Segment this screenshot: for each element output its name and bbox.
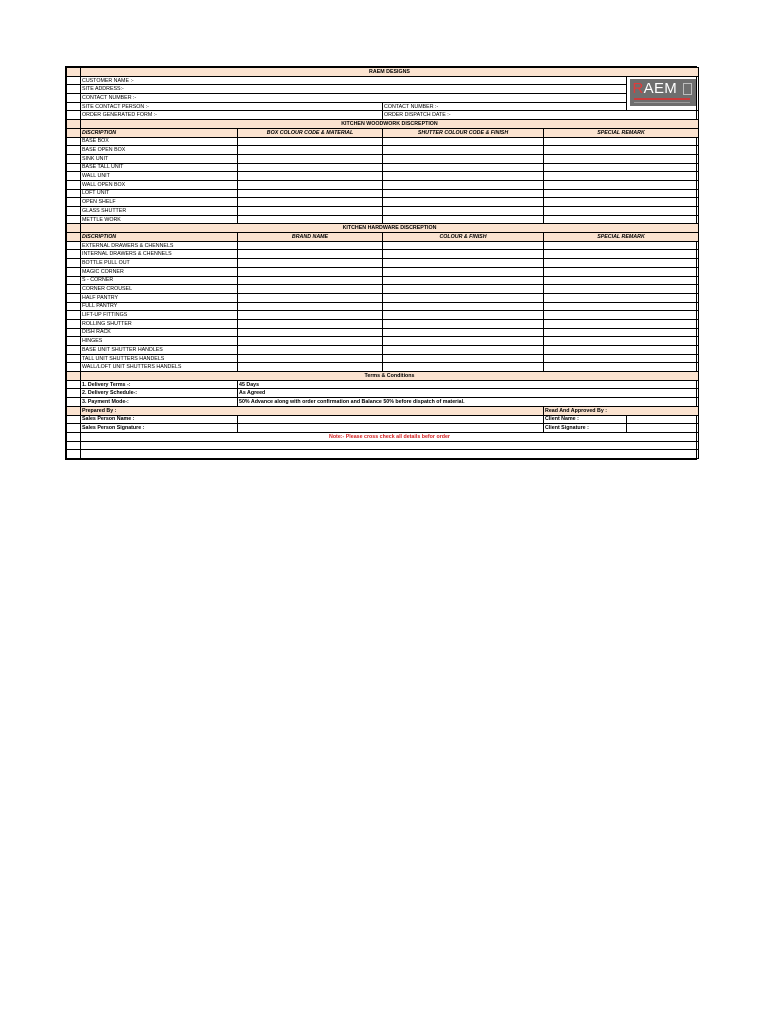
row-gutter xyxy=(67,346,81,355)
hardware-item-row xyxy=(67,276,699,285)
woodwork-item-label: SINK UNIT xyxy=(81,154,238,163)
woodwork-item-row xyxy=(67,215,699,224)
row-gutter xyxy=(67,180,81,189)
woodwork-item-row xyxy=(67,207,699,216)
woodwork-col3-field[interactable] xyxy=(383,198,544,207)
hardware-col2-field[interactable] xyxy=(238,302,383,311)
hardware-col2-field[interactable] xyxy=(238,311,383,320)
hardware-item-row xyxy=(67,259,699,268)
hardware-col3-field[interactable] xyxy=(383,276,544,285)
row-gutter xyxy=(67,198,81,207)
woodwork-col2-field[interactable] xyxy=(238,198,383,207)
hardware-col2-field[interactable] xyxy=(238,285,383,294)
woodwork-item-row xyxy=(67,172,699,181)
woodwork-item-label: BASE OPEN BOX xyxy=(81,146,238,155)
client-name-label: Client Name : xyxy=(544,415,627,424)
delivery-terms-value: 45 Days xyxy=(238,380,699,389)
hardware-col3-field[interactable] xyxy=(383,259,544,268)
form-title: RAEM DESIGNS xyxy=(81,68,699,77)
hardware-item-row xyxy=(67,285,699,294)
hardware-remark-field[interactable] xyxy=(544,328,699,337)
prepared-by-label: Prepared By : xyxy=(81,406,544,415)
row-gutter xyxy=(67,337,81,346)
title-row xyxy=(67,68,699,77)
row-gutter xyxy=(67,163,81,172)
woodwork-col2-field[interactable] xyxy=(238,163,383,172)
order-dispatch-date-label[interactable]: ORDER DISPATCH DATE :- xyxy=(383,111,699,120)
hardware-remark-field[interactable] xyxy=(544,293,699,302)
hardware-item-label: BASE UNIT SHUTTER HANDLES xyxy=(81,346,238,355)
hardware-item-label: LIFT-UP FITTINGS xyxy=(81,311,238,320)
woodwork-item-label: BASE TALL UNIT xyxy=(81,163,238,172)
hardware-col2-field[interactable] xyxy=(238,354,383,363)
row-gutter xyxy=(67,363,81,372)
woodwork-col-box-colour: BOX COLOUR CODE & MATERIAL xyxy=(238,128,383,137)
hardware-item-row xyxy=(67,267,699,276)
hardware-col3-field[interactable] xyxy=(383,267,544,276)
hardware-item-row xyxy=(67,241,699,250)
hardware-col3-field[interactable] xyxy=(383,363,544,372)
payment-mode-label: 3. Payment Mode-: xyxy=(81,398,238,407)
hardware-item-label: BOTTLE PULL OUT xyxy=(81,259,238,268)
hardware-col3-field[interactable] xyxy=(383,346,544,355)
hardware-remark-field[interactable] xyxy=(544,346,699,355)
hardware-item-row xyxy=(67,328,699,337)
hardware-item-label: ROLLING SHUTTER xyxy=(81,319,238,328)
hardware-item-label: INTERNAL DRAWERS & CHENNELS xyxy=(81,250,238,259)
woodwork-col-description: DISCRIPTION xyxy=(81,128,238,137)
hardware-item-row xyxy=(67,311,699,320)
terms-heading-row xyxy=(67,372,699,381)
site-address-label[interactable]: SITE ADDRESS:- xyxy=(81,85,627,94)
client-name-field[interactable] xyxy=(627,415,699,424)
hardware-item-label: DISH RACK xyxy=(81,328,238,337)
hardware-col2-field[interactable] xyxy=(238,346,383,355)
row-gutter xyxy=(67,276,81,285)
hardware-col2-field[interactable] xyxy=(238,328,383,337)
company-logo xyxy=(627,76,699,111)
note-row xyxy=(67,432,699,441)
hardware-col3-field[interactable] xyxy=(383,302,544,311)
hardware-col3-field[interactable] xyxy=(383,311,544,320)
sales-person-name-field[interactable] xyxy=(238,415,544,424)
blank-row xyxy=(67,441,699,450)
woodwork-item-row xyxy=(67,189,699,198)
hardware-col-colour-finish: COLOUR & FINISH xyxy=(383,233,544,242)
woodwork-remark-field[interactable] xyxy=(544,207,699,216)
woodwork-item-label: OPEN SHELF xyxy=(81,198,238,207)
woodwork-col3-field[interactable] xyxy=(383,172,544,181)
woodwork-col3-field[interactable] xyxy=(383,146,544,155)
hardware-item-label: MAGIC CORNER xyxy=(81,267,238,276)
woodwork-col3-field[interactable] xyxy=(383,207,544,216)
hardware-item-label: HALF PANTRY xyxy=(81,293,238,302)
sales-person-signature-field[interactable] xyxy=(238,424,544,433)
woodwork-remark-field[interactable] xyxy=(544,154,699,163)
row-gutter xyxy=(67,146,81,155)
row-gutter xyxy=(67,215,81,224)
hardware-heading-row xyxy=(67,224,699,233)
woodwork-item-row xyxy=(67,146,699,155)
row-gutter xyxy=(67,285,81,294)
woodwork-col3-field[interactable] xyxy=(383,189,544,198)
hardware-remark-field[interactable] xyxy=(544,285,699,294)
raem-logo-icon xyxy=(630,79,696,106)
woodwork-col2-field[interactable] xyxy=(238,180,383,189)
woodwork-item-label: GLASS SHUTTER xyxy=(81,207,238,216)
woodwork-col2-field[interactable] xyxy=(238,215,383,224)
row-gutter xyxy=(67,319,81,328)
woodwork-col2-field[interactable] xyxy=(238,154,383,163)
hardware-columns-row xyxy=(67,233,699,242)
row-gutter xyxy=(67,267,81,276)
order-generated-row xyxy=(67,111,699,120)
woodwork-heading: KITCHEN WOODWORK DISCREPTION xyxy=(81,120,699,129)
contact-number-2-label[interactable]: CONTACT NUMBER :- xyxy=(383,102,627,111)
woodwork-item-label: BASE BOX xyxy=(81,137,238,146)
woodwork-item-label: WALL UNIT xyxy=(81,172,238,181)
terms-row xyxy=(67,389,699,398)
blank-row xyxy=(67,450,699,459)
woodwork-item-row xyxy=(67,180,699,189)
hardware-col2-field[interactable] xyxy=(238,276,383,285)
row-gutter xyxy=(67,137,81,146)
customer-name-row xyxy=(67,76,699,85)
delivery-schedule-value: As Agreed xyxy=(238,389,699,398)
hardware-col2-field[interactable] xyxy=(238,250,383,259)
hardware-item-row xyxy=(67,354,699,363)
hardware-remark-field[interactable] xyxy=(544,250,699,259)
woodwork-col3-field[interactable] xyxy=(383,137,544,146)
woodwork-col3-field[interactable] xyxy=(383,163,544,172)
signature-row xyxy=(67,424,699,433)
hardware-item-row xyxy=(67,346,699,355)
hardware-col2-field[interactable] xyxy=(238,259,383,268)
hardware-col3-field[interactable] xyxy=(383,319,544,328)
hardware-col3-field[interactable] xyxy=(383,241,544,250)
delivery-schedule-label: 2. Delivery Schedule-: xyxy=(81,389,238,398)
sales-person-name-label: Sales Person Name : xyxy=(81,415,238,424)
woodwork-item-row xyxy=(67,154,699,163)
hardware-item-label: CORNER CROUSEL xyxy=(81,285,238,294)
woodwork-item-label: METTLE WORK xyxy=(81,215,238,224)
terms-row xyxy=(67,380,699,389)
logo-text: RAEM xyxy=(632,80,678,98)
hardware-col2-field[interactable] xyxy=(238,293,383,302)
hardware-remark-field[interactable] xyxy=(544,319,699,328)
hardware-heading: KITCHEN HARDWARE DISCREPTION xyxy=(81,224,699,233)
row-gutter xyxy=(67,172,81,181)
hardware-item-row xyxy=(67,363,699,372)
hardware-item-label: EXTERNAL DRAWERS & CHENNELS xyxy=(81,241,238,250)
hardware-col3-field[interactable] xyxy=(383,293,544,302)
row-gutter xyxy=(67,250,81,259)
hardware-col-brand-name: BRAND NAME xyxy=(238,233,383,242)
client-signature-field[interactable] xyxy=(627,424,699,433)
hardware-remark-field[interactable] xyxy=(544,337,699,346)
order-form-sheet xyxy=(65,66,697,460)
hardware-col3-field[interactable] xyxy=(383,250,544,259)
hardware-col2-field[interactable] xyxy=(238,319,383,328)
contact-number-label[interactable]: CONTACT NUMBER :- xyxy=(81,94,627,103)
hardware-col2-field[interactable] xyxy=(238,267,383,276)
woodwork-remark-field[interactable] xyxy=(544,215,699,224)
woodwork-col3-field[interactable] xyxy=(383,154,544,163)
row-gutter xyxy=(67,328,81,337)
hardware-col3-field[interactable] xyxy=(383,337,544,346)
payment-mode-value: 50% Advance along with order confirmation and Balance 50% before dispatch of material. xyxy=(238,398,699,407)
woodwork-col2-field[interactable] xyxy=(238,207,383,216)
site-address-row xyxy=(67,85,699,94)
woodwork-item-label: LOFT UNIT xyxy=(81,189,238,198)
woodwork-col-special-remark: SPECIAL REMARK xyxy=(544,128,699,137)
hardware-remark-field[interactable] xyxy=(544,354,699,363)
hardware-item-label: S - CORNER xyxy=(81,276,238,285)
hardware-item-row xyxy=(67,337,699,346)
woodwork-col-shutter-colour: SHUTTER COLOUR CODE & FINISH xyxy=(383,128,544,137)
woodwork-item-row xyxy=(67,137,699,146)
woodwork-item-label: WALL OPEN BOX xyxy=(81,180,238,189)
hardware-remark-field[interactable] xyxy=(544,241,699,250)
client-signature-label: Client Signature : xyxy=(544,424,627,433)
hardware-remark-field[interactable] xyxy=(544,259,699,268)
read-approved-by-label: Read And Approved By : xyxy=(544,406,699,415)
site-contact-person-label[interactable]: SITE CONTACT PERSON :- xyxy=(81,102,383,111)
hardware-col-special-remark: SPECIAL REMARK xyxy=(544,233,699,242)
woodwork-remark-field[interactable] xyxy=(544,137,699,146)
hardware-item-row xyxy=(67,319,699,328)
hardware-item-label: HINGES xyxy=(81,337,238,346)
order-generated-form-label[interactable]: ORDER GENERATED FORM :- xyxy=(81,111,383,120)
woodwork-remark-field[interactable] xyxy=(544,172,699,181)
woodwork-col2-field[interactable] xyxy=(238,137,383,146)
row-gutter xyxy=(67,302,81,311)
hardware-col3-field[interactable] xyxy=(383,354,544,363)
row-gutter xyxy=(67,207,81,216)
order-form-table xyxy=(66,67,699,459)
woodwork-remark-field[interactable] xyxy=(544,146,699,155)
hardware-col3-field[interactable] xyxy=(383,328,544,337)
hardware-item-label: TALL UNIT SHUTTERS HANDELS xyxy=(81,354,238,363)
hardware-remark-field[interactable] xyxy=(544,276,699,285)
hardware-remark-field[interactable] xyxy=(544,267,699,276)
cross-check-note: Note:- Please cross check all details befor order xyxy=(81,432,699,441)
site-contact-person-row xyxy=(67,102,699,111)
row-gutter xyxy=(67,241,81,250)
hardware-remark-field[interactable] xyxy=(544,311,699,320)
sales-person-signature-label: Sales Person Signature : xyxy=(81,424,238,433)
woodwork-columns-row xyxy=(67,128,699,137)
hardware-item-label: FULL PANTRY xyxy=(81,302,238,311)
woodwork-item-row xyxy=(67,198,699,207)
woodwork-col3-field[interactable] xyxy=(383,215,544,224)
hardware-col2-field[interactable] xyxy=(238,337,383,346)
row-gutter xyxy=(67,154,81,163)
row-gutter xyxy=(67,259,81,268)
hardware-col2-field[interactable] xyxy=(238,241,383,250)
woodwork-remark-field[interactable] xyxy=(544,180,699,189)
row-gutter xyxy=(67,189,81,198)
sales-person-name-row xyxy=(67,415,699,424)
hardware-col-description: DISCRIPTION xyxy=(81,233,238,242)
hardware-item-label: WALL/LOFT UNIT SHUTTERS HANDELS xyxy=(81,363,238,372)
hardware-col2-field[interactable] xyxy=(238,363,383,372)
terms-row xyxy=(67,398,699,407)
hardware-remark-field[interactable] xyxy=(544,363,699,372)
terms-heading: Terms & Conditions xyxy=(81,372,699,381)
woodwork-remark-field[interactable] xyxy=(544,163,699,172)
woodwork-heading-row xyxy=(67,120,699,129)
row-gutter xyxy=(67,293,81,302)
delivery-terms-label: 1. Delivery Terms -: xyxy=(81,380,238,389)
contact-number-row xyxy=(67,94,699,103)
row-gutter xyxy=(67,311,81,320)
prepared-by-row xyxy=(67,406,699,415)
woodwork-remark-field[interactable] xyxy=(544,198,699,207)
hardware-item-row xyxy=(67,293,699,302)
woodwork-col2-field[interactable] xyxy=(238,189,383,198)
row-gutter xyxy=(67,354,81,363)
hardware-col3-field[interactable] xyxy=(383,285,544,294)
woodwork-col2-field[interactable] xyxy=(238,146,383,155)
woodwork-col2-field[interactable] xyxy=(238,172,383,181)
woodwork-item-row xyxy=(67,163,699,172)
hardware-item-row xyxy=(67,302,699,311)
customer-name-label[interactable]: CUSTOMER NAME :- xyxy=(81,76,627,85)
woodwork-remark-field[interactable] xyxy=(544,189,699,198)
hardware-remark-field[interactable] xyxy=(544,302,699,311)
hardware-item-row xyxy=(67,250,699,259)
woodwork-col3-field[interactable] xyxy=(383,180,544,189)
